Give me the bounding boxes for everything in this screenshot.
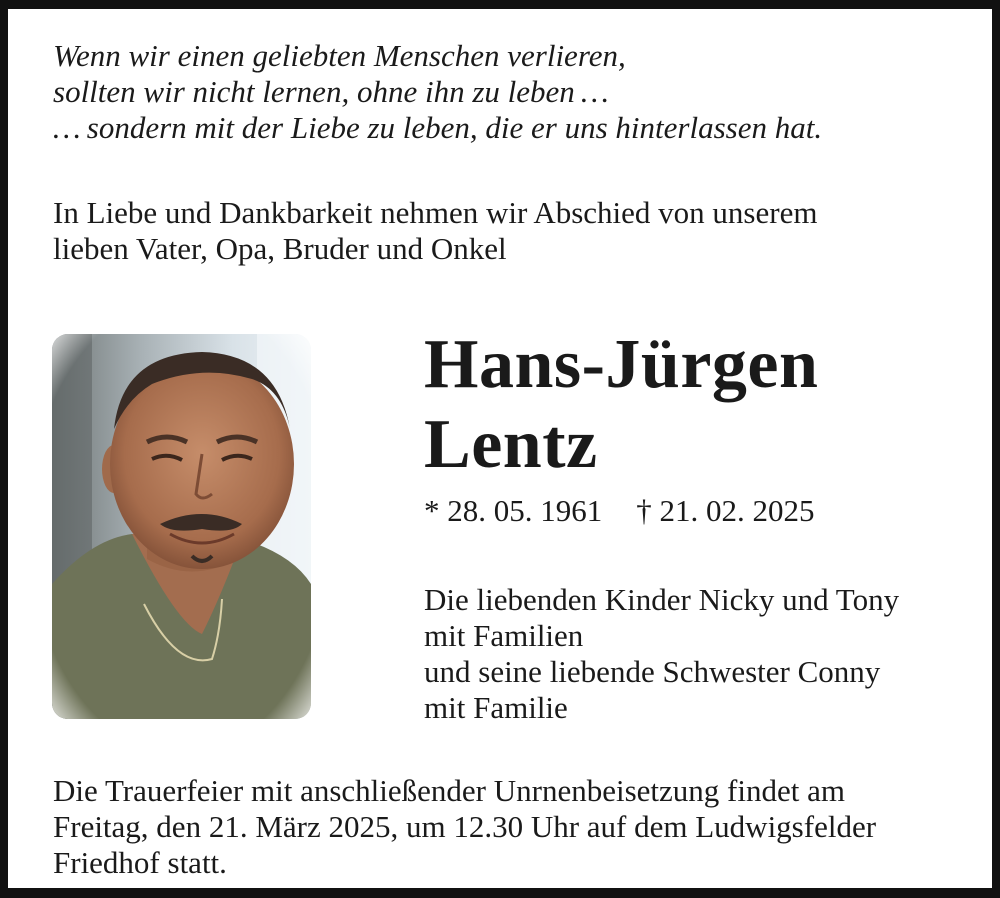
last-name: Lentz: [424, 406, 598, 483]
deceased-name: [424, 325, 818, 485]
death-date: † 21. 02. 2025: [636, 493, 815, 528]
intro-line: In Liebe und Dankbarkeit nehmen wir Abschied von unserem: [53, 195, 818, 230]
first-name: Hans-Jürgen: [424, 326, 819, 403]
funeral-line: Die Trauerfeier mit anschließender Unrnenbeisetzung findet am: [53, 773, 845, 808]
quote-line: sollten wir nicht lernen, ohne ihn zu leben …: [53, 74, 609, 109]
funeral-line: Friedhof statt.: [53, 845, 227, 880]
mourner-line: mit Familie: [424, 690, 568, 725]
memorial-quote: [53, 38, 822, 146]
life-dates: [424, 493, 815, 529]
funeral-notice: [53, 773, 876, 881]
birth-date: * 28. 05. 1961: [424, 493, 603, 528]
farewell-intro: [53, 195, 817, 267]
quote-line: Wenn wir einen geliebten Menschen verlieren,: [53, 38, 626, 73]
intro-line: lieben Vater, Opa, Bruder und Onkel: [53, 231, 507, 266]
portrait-photo: [52, 334, 311, 719]
mourner-line: Die liebenden Kinder Nicky und Tony: [424, 582, 900, 617]
mourner-line: mit Familien: [424, 618, 584, 653]
mourners-list: [424, 582, 899, 726]
funeral-line: Freitag, den 21. März 2025, um 12.30 Uhr auf dem Ludwigsfelder: [53, 809, 877, 844]
mourner-line: und seine liebende Schwester Conny: [424, 654, 881, 689]
quote-line: … sondern mit der Liebe zu leben, die er uns hinterlassen hat.: [53, 110, 823, 145]
